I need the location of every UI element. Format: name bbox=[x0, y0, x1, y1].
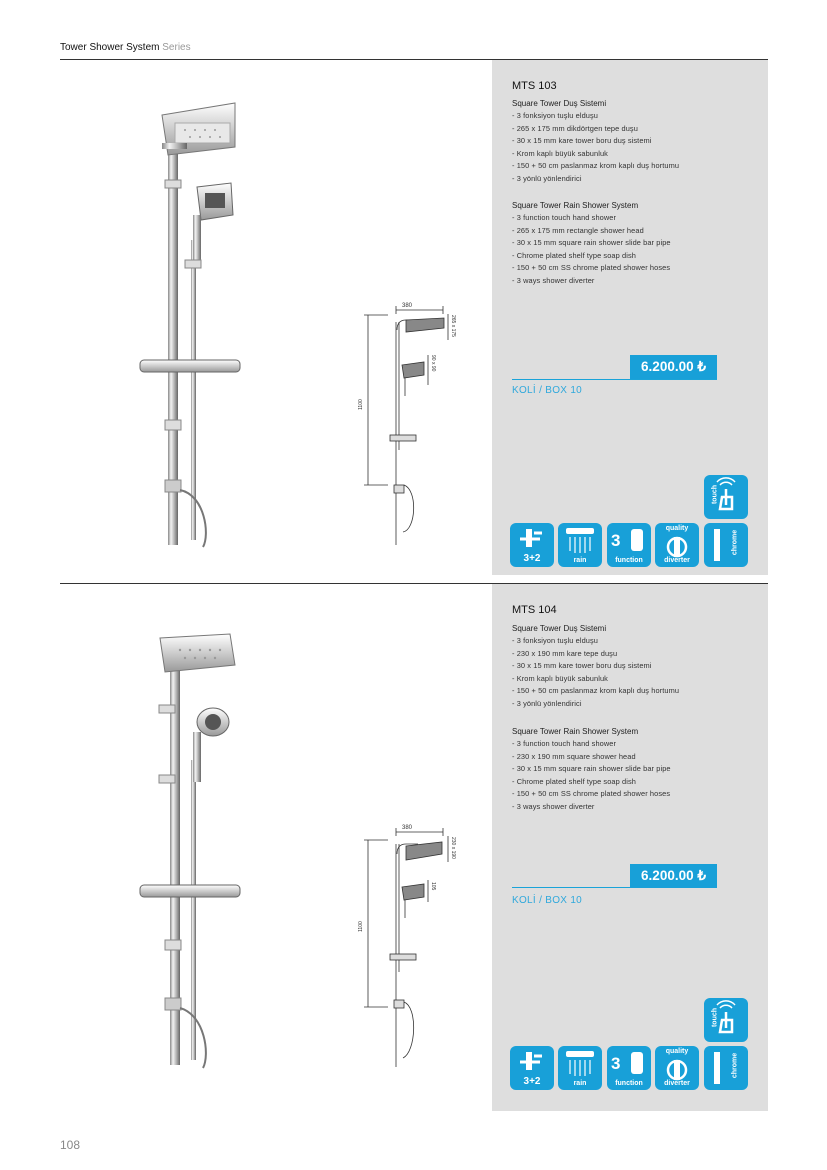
feature-line: - Krom kaplı büyük sabunluk bbox=[512, 673, 608, 683]
tr-features bbox=[512, 635, 679, 711]
feature-line: - 150 + 50 cm SS chrome plated shower hoses bbox=[512, 263, 671, 273]
feature-line: - 3 fonksiyon tuşlu elduşu bbox=[512, 636, 598, 645]
rain-icon: rain bbox=[558, 1046, 602, 1090]
tr-title: Square Tower Duş Sistemi bbox=[512, 99, 607, 108]
price-tag: 6.200.00 ₺ bbox=[630, 355, 717, 379]
feature-line: - 150 + 50 cm paslanmaz krom kaplı duş hortumu bbox=[512, 686, 680, 696]
feature-line: - Chrome plated shelf type soap dish bbox=[512, 250, 636, 260]
feature-line: - Chrome plated shelf type soap dish bbox=[512, 776, 636, 786]
feature-line: - 30 x 15 mm kare tower boru duş sistemi bbox=[512, 661, 652, 671]
header-title: Tower Shower System bbox=[60, 42, 160, 53]
technical-drawing bbox=[358, 822, 458, 1077]
feature-line: - 3 yönlü yönlendirici bbox=[512, 173, 582, 183]
function-icon: 3 function bbox=[607, 523, 651, 567]
page-number: 108 bbox=[60, 1138, 81, 1152]
box-quantity: KOLİ / BOX 10 bbox=[512, 895, 583, 906]
chrome-icon: chrome bbox=[704, 523, 748, 567]
dim-height: 1100 bbox=[358, 399, 364, 410]
feature-line: - 30 x 15 mm kare tower boru duş sistemi bbox=[512, 136, 652, 146]
feature-line: - 3 ways shower diverter bbox=[512, 801, 595, 811]
chrome-icon: chrome bbox=[704, 1046, 748, 1090]
feature-line: - Krom kaplı büyük sabunluk bbox=[512, 148, 608, 158]
feature-line: - 30 x 15 mm square rain shower slide bar pipe bbox=[512, 764, 671, 774]
touch-icon: touch bbox=[704, 998, 748, 1042]
three-plus-two-icon: 3+2 bbox=[510, 1046, 554, 1090]
en-title: Square Tower Rain Shower System bbox=[512, 727, 639, 736]
diverter-icon: quality diverter bbox=[655, 523, 699, 567]
rain-icon: rain bbox=[558, 523, 602, 567]
page-header bbox=[60, 42, 191, 53]
price-tag: 6.200.00 ₺ bbox=[630, 864, 717, 888]
box-quantity: KOLİ / BOX 10 bbox=[512, 385, 583, 396]
model-number: MTS 104 bbox=[512, 604, 557, 616]
feature-line: - 3 ways shower diverter bbox=[512, 275, 595, 285]
tr-features bbox=[512, 110, 679, 186]
dim-width: 380 bbox=[402, 825, 413, 831]
three-plus-two-icon: 3+2 bbox=[510, 523, 554, 567]
price-underline bbox=[512, 379, 717, 380]
feature-line: - 230 x 190 mm kare tepe duşu bbox=[512, 648, 618, 658]
feature-line: - 230 x 190 mm square shower head bbox=[512, 751, 636, 761]
en-features bbox=[512, 738, 671, 814]
feature-line: - 150 + 50 cm paslanmaz krom kaplı duş hortumu bbox=[512, 161, 680, 171]
feature-line: - 3 fonksiyon tuşlu elduşu bbox=[512, 111, 598, 120]
dim-hand: 90 x 90 bbox=[430, 355, 436, 372]
function-icon: 3 function bbox=[607, 1046, 651, 1090]
feature-line: - 265 x 175 mm dikdörtgen tepe duşu bbox=[512, 123, 638, 133]
feature-line: - 3 function touch hand shower bbox=[512, 213, 617, 222]
touch-icon: touch bbox=[704, 475, 748, 519]
feature-line: - 30 x 15 mm square rain shower slide bar pipe bbox=[512, 238, 671, 248]
technical-drawing bbox=[358, 300, 458, 555]
tr-title: Square Tower Duş Sistemi bbox=[512, 624, 607, 633]
feature-line: - 3 yönlü yönlendirici bbox=[512, 698, 582, 708]
dim-width: 380 bbox=[402, 303, 413, 309]
header-series: Series bbox=[162, 42, 191, 53]
dim-head: 265 x 175 bbox=[450, 315, 456, 337]
en-features bbox=[512, 212, 671, 288]
dim-head: 230 x 190 bbox=[450, 837, 456, 859]
dim-height: 1100 bbox=[358, 921, 364, 932]
model-number: MTS 103 bbox=[512, 80, 557, 92]
product-photo bbox=[135, 620, 255, 1075]
product-photo bbox=[135, 95, 255, 550]
dim-hand: 105 bbox=[430, 882, 436, 891]
feature-line: - 150 + 50 cm SS chrome plated shower hoses bbox=[512, 789, 671, 799]
diverter-icon: quality diverter bbox=[655, 1046, 699, 1090]
feature-line: - 3 function touch hand shower bbox=[512, 739, 617, 748]
en-title: Square Tower Rain Shower System bbox=[512, 201, 639, 210]
feature-line: - 265 x 175 mm rectangle shower head bbox=[512, 225, 644, 235]
